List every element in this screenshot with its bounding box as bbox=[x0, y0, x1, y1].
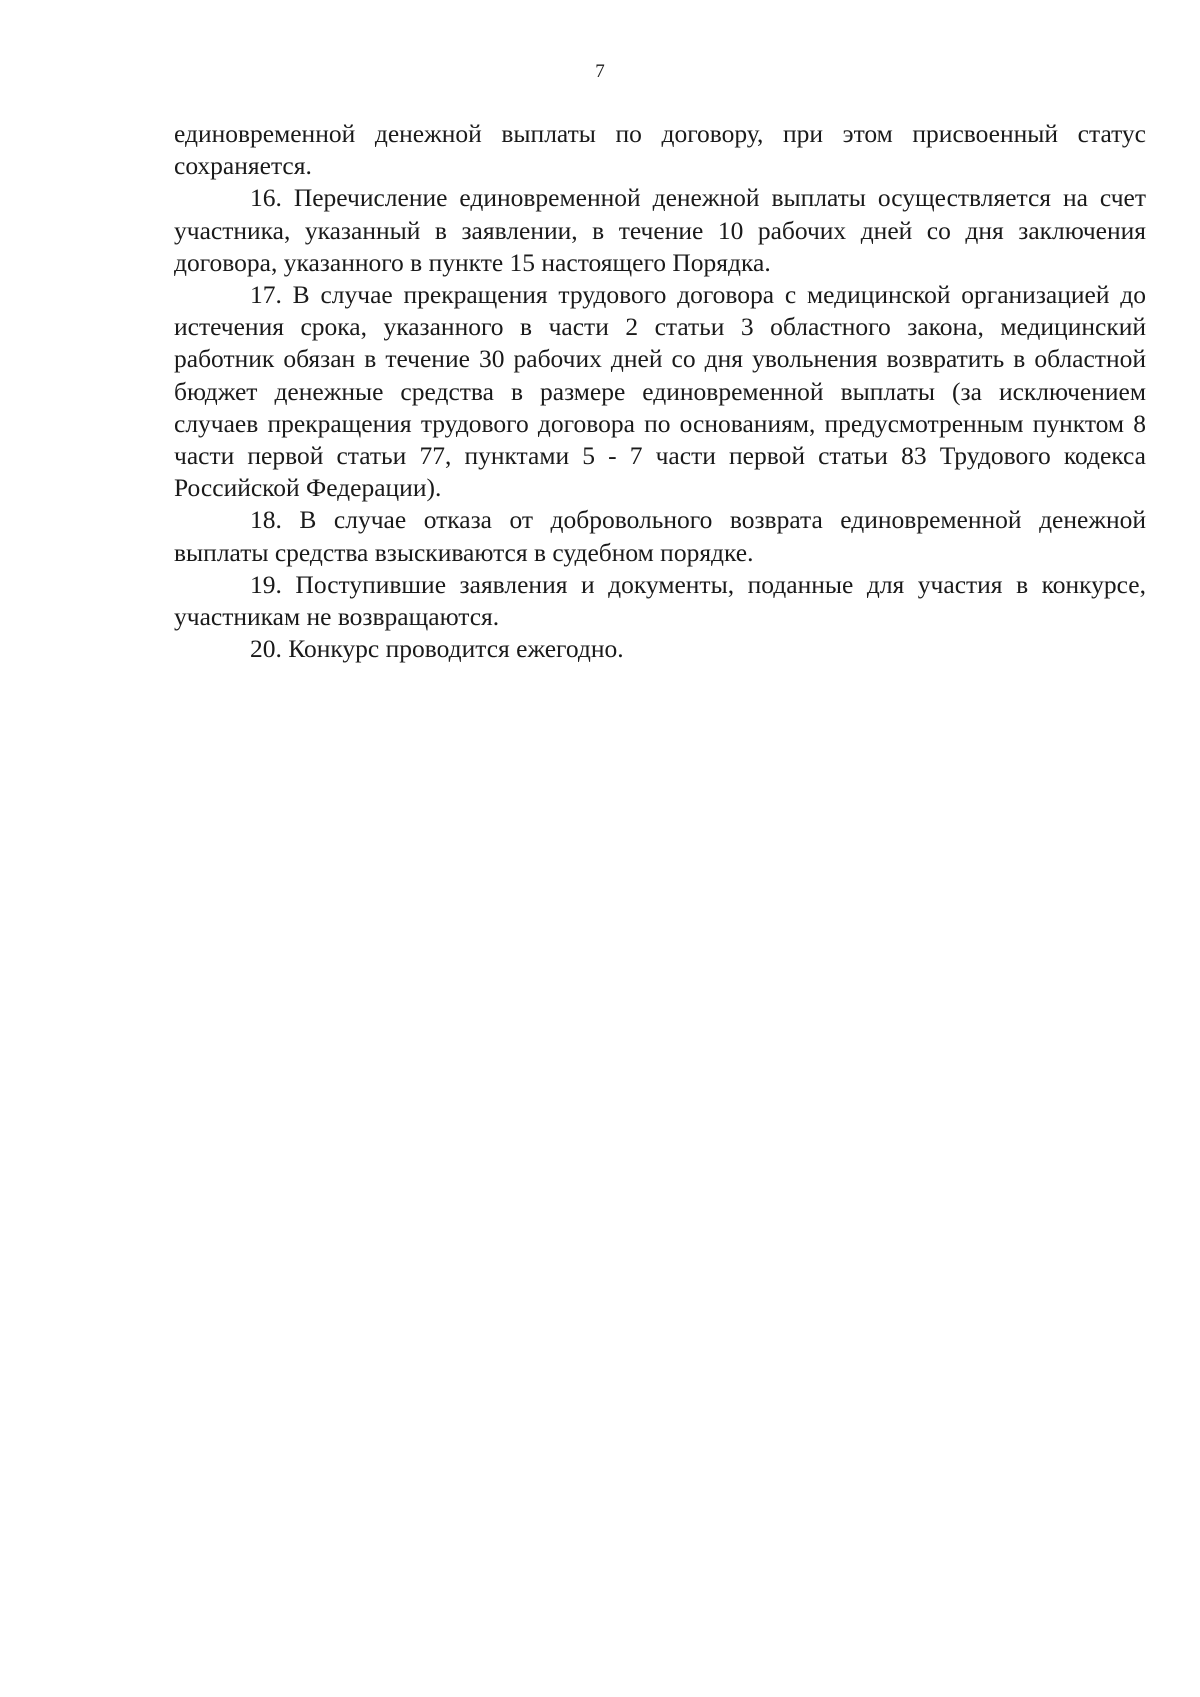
paragraph-item-19: 19. Поступившие заявления и документы, поданные для участия в конкурсе, участникам не возвращаются. bbox=[174, 569, 1146, 632]
page-number: 7 bbox=[595, 61, 605, 82]
paragraph-item-17: 17. В случае прекращения трудового договора с медицинской организацией до истечения срока, указанного в части 2 статьи 3 областного закона, медицинский работник обязан в течение 30 рабочих дней со дня увольнения возвратить в областной бюджет денежные средства в размере единовременной выплаты (за исключением случаев прекращения трудового договора по основаниям, предусмотренным пунктом 8 части первой статьи 77, пунктами 5 - 7 части первой статьи 83 Трудового кодекса Российской Федерации). bbox=[174, 280, 1146, 503]
paragraph-item-20: 20. Конкурс проводится ежегодно. bbox=[250, 634, 624, 664]
document-body bbox=[174, 118, 1146, 665]
paragraph-continuation: единовременной денежной выплаты по договору, при этом присвоенный статус сохраняется. bbox=[174, 119, 1146, 181]
paragraph-item-18: 18. В случае отказа от добровольного возврата единовременной денежной выплаты средства взыскиваются в судебном порядке. bbox=[174, 505, 1146, 567]
paragraph-item-16: 16. Перечисление единовременной денежной выплаты осуществляется на счет участника, указанный в заявлении, в течение 10 рабочих дней со дня заключения договора, указанного в пункте 15 настоящего Порядка. bbox=[174, 183, 1146, 277]
